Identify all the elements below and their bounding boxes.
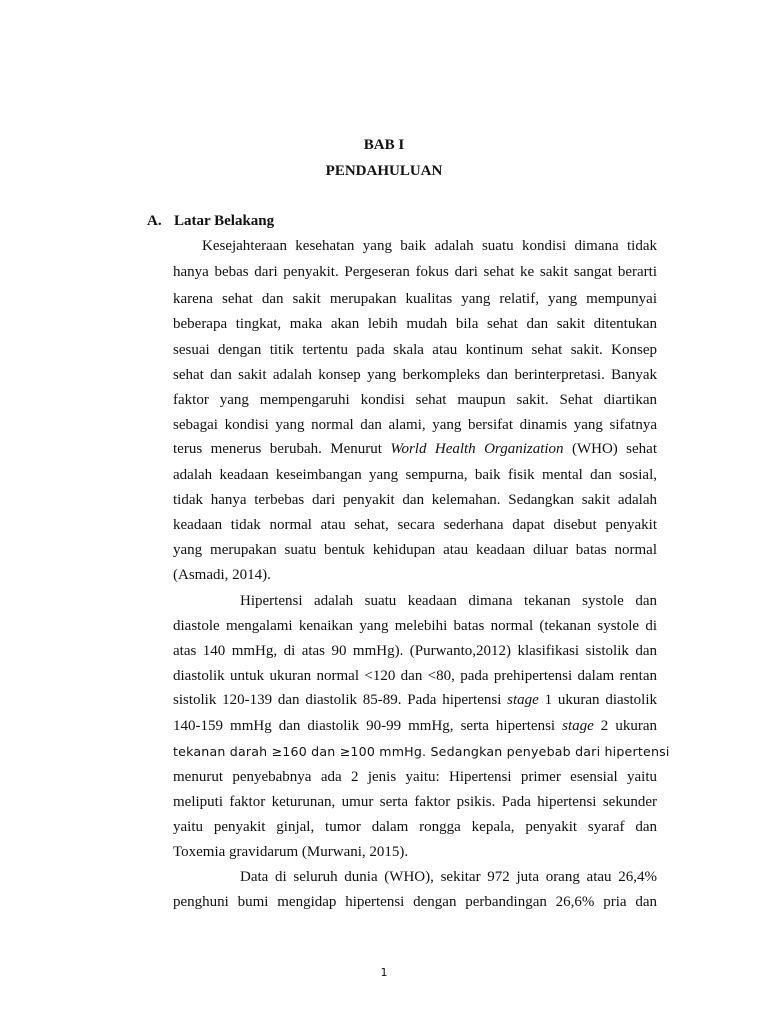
paragraph-line: menurut penyebabnya ada 2 jenis yaitu: Hipertensi primer esensial yaitu xyxy=(173,769,657,785)
emphasis-text: stage xyxy=(507,692,539,708)
emphasis-text: stage xyxy=(562,718,594,734)
paragraph-line: yang merupakan suatu bentuk kehidupan atau keadaan diluar batas normal xyxy=(173,542,657,558)
paragraph-line: beberapa tingkat, maka akan lebih mudah bila sehat dan sakit ditentukan xyxy=(173,316,657,332)
paragraph-line: Data di seluruh dunia (WHO), sekitar 972 juta orang atau 26,4% xyxy=(240,869,657,885)
paragraph-line: meliputi faktor keturunan, umur serta faktor psikis. Pada hipertensi sekunder xyxy=(173,794,657,810)
line-text: terus menerus berubah. Menurut xyxy=(173,441,391,457)
line-text: 140-159 mmHg dan diastolik 90-99 mmHg, serta hipertensi xyxy=(173,718,563,734)
paragraph-line: tidak hanya terbebas dari penyakit dan kelemahan. Sedangkan sakit adalah xyxy=(173,492,657,508)
line-text: (WHO) sehat xyxy=(563,441,657,457)
paragraph-line: karena sehat dan sakit merupakan kualitas yang relatif, yang mempunyai xyxy=(173,291,657,307)
paragraph-line: sehat dan sakit adalah konsep yang berkompleks dan berinterpretasi. Banyak xyxy=(173,367,657,383)
paragraph-line: Hipertensi adalah suatu keadaan dimana tekanan systole dan xyxy=(240,593,657,609)
paragraph-line: sebagai kondisi yang normal dan alami, yang bersifat dinamis yang sifatnya xyxy=(173,417,657,433)
paragraph-line xyxy=(173,691,657,709)
emphasis-text: World Health Organization xyxy=(390,441,564,457)
paragraph-line xyxy=(173,440,657,458)
paragraph-line: atas 140 mmHg, di atas 90 mmHg). (Purwanto,2012) klasifikasi sistolik dan xyxy=(173,643,657,659)
paragraph-line: adalah keadaan keseimbangan yang sempurna, baik fisik mental dan sosial, xyxy=(173,467,657,483)
line-text: 1 ukuran diastolik xyxy=(538,692,657,708)
page-number: 1 xyxy=(380,966,388,979)
chapter-title: PENDAHULUAN xyxy=(325,163,443,179)
section-number: A. xyxy=(147,213,162,229)
paragraph-line: Kesejahteraan kesehatan yang baik adalah suatu kondisi dimana tidak xyxy=(202,238,657,254)
paragraph-line: Toxemia gravidarum (Murwani, 2015). xyxy=(173,844,409,860)
paragraph-line: penghuni bumi mengidap hipertensi dengan perbandingan 26,6% pria dan xyxy=(173,894,657,910)
section-title: Latar Belakang xyxy=(174,213,275,229)
paragraph-line xyxy=(173,717,657,735)
paragraph-line: yaitu penyakit ginjal, tumor dalam rongga kepala, penyakit syaraf dan xyxy=(173,819,657,835)
paragraph-line: hanya bebas dari penyakit. Pergeseran fokus dari sehat ke sakit sangat berarti xyxy=(173,264,657,280)
paragraph-line: sesuai dengan titik tertentu pada skala atau kontinum sehat sakit. Konsep xyxy=(173,342,657,358)
paragraph-line: tekanan darah ≥160 dan ≥100 mmHg. Sedangkan penyebab dari hipertensi xyxy=(173,744,670,759)
section-heading xyxy=(147,213,274,230)
paragraph-line: diastolik untuk ukuran normal <120 dan <80, pada prehipertensi dalam rentan xyxy=(173,668,657,684)
chapter-heading: BAB I xyxy=(363,137,405,153)
paragraph-line: faktor yang mempengaruhi kondisi sehat maupun sakit. Sehat diartikan xyxy=(173,392,657,408)
paragraph-line: diastole mengalami kenaikan yang melebihi batas normal (tekanan systole di xyxy=(173,618,657,634)
line-text: sistolik 120-139 dan diastolik 85-89. Pada hipertensi xyxy=(173,692,508,708)
paragraph-line: (Asmadi, 2014). xyxy=(173,567,271,583)
paragraph-line: keadaan tidak normal atau sehat, secara sederhana dapat disebut penyakit xyxy=(173,517,657,533)
line-text: 2 ukuran xyxy=(593,718,657,734)
